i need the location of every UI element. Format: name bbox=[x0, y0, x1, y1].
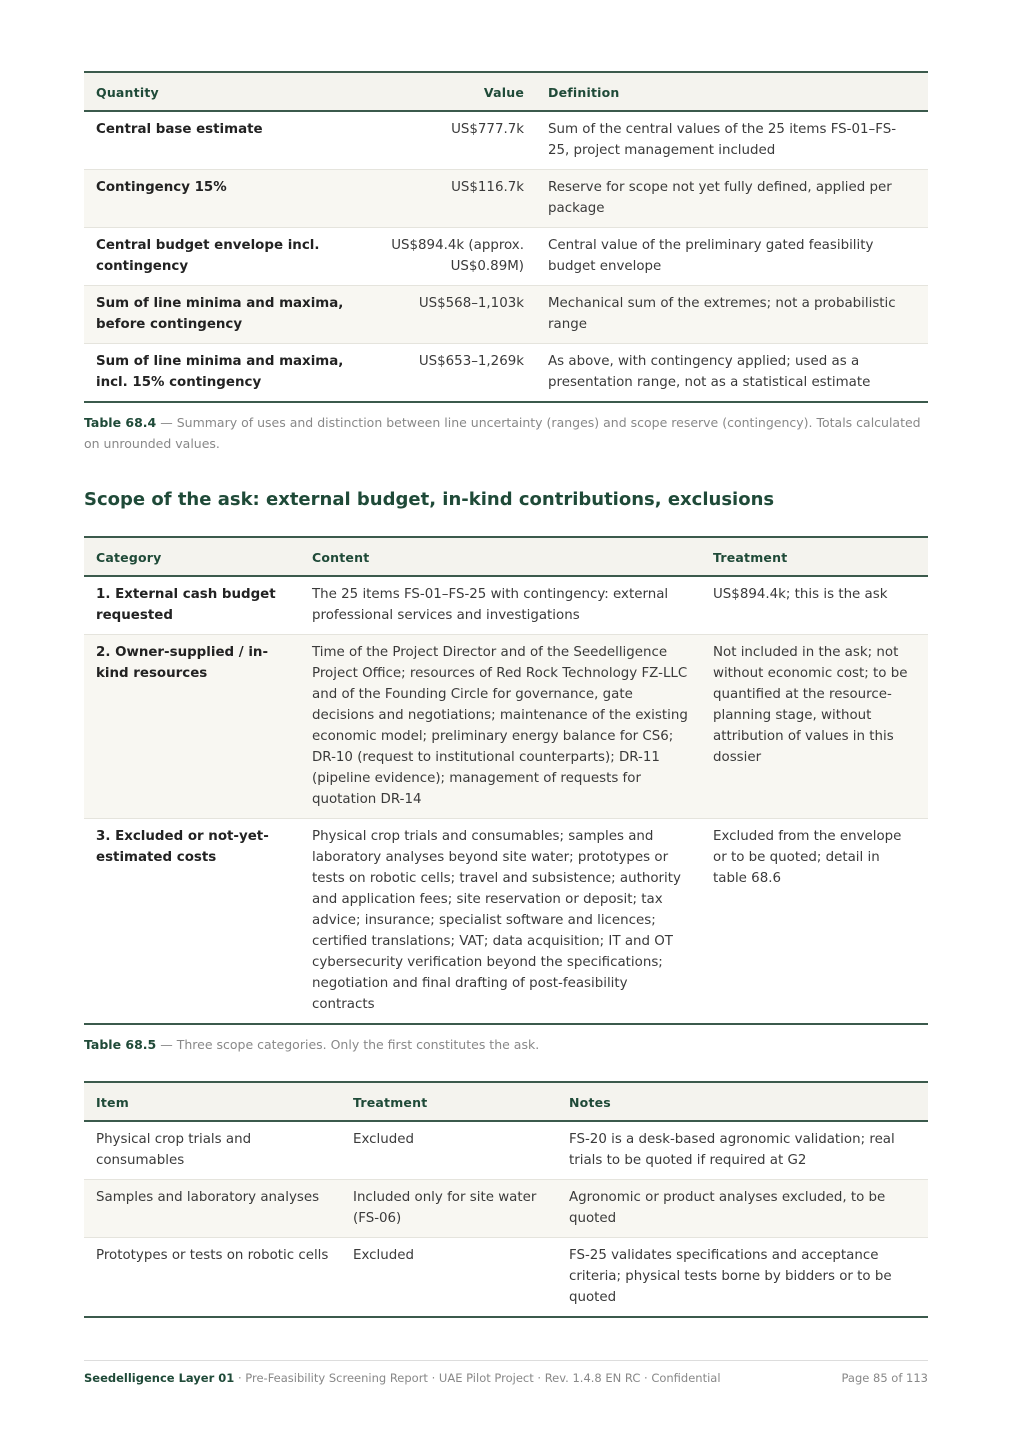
summary-table bbox=[84, 71, 928, 403]
quantity-cell: Sum of line minima and maxima, incl. 15% contingency bbox=[84, 344, 372, 403]
value-cell: US$894.4k (approx. US$0.89M) bbox=[372, 228, 536, 286]
value-cell: US$116.7k bbox=[372, 170, 536, 228]
quantity-cell: Central budget envelope incl. contingency bbox=[84, 228, 372, 286]
content-cell: The 25 items FS-01–FS-25 with contingency: external professional services and investigations bbox=[300, 576, 701, 635]
quantity-cell: Central base estimate bbox=[84, 111, 372, 170]
caption-label: Table 68.4 bbox=[84, 415, 157, 430]
caption-text: — Summary of uses and distinction between line uncertainty (ranges) and scope reserve (contingency). Totals calculated on unrounded values. bbox=[84, 415, 921, 451]
content-cell: Time of the Project Director and of the Seedelligence Project Office; resources of Red Rock Technology FZ-LLC and of the Founding Circle for governance, gate decisions and negotiations; maintenance of the existing economic model; preliminary energy balance for CS6; DR-10 (request to institutional counterparts); DR-11 (pipeline evidence); management of requests for quotation DR-14 bbox=[300, 635, 701, 819]
table-row bbox=[84, 286, 928, 344]
quantity-cell: Contingency 15% bbox=[84, 170, 372, 228]
category-cell: 2. Owner-supplied / in-kind resources bbox=[84, 635, 300, 819]
table-row bbox=[84, 111, 928, 170]
column-header-treatment: Treatment bbox=[701, 537, 928, 576]
page-number: Page 85 of 113 bbox=[841, 1371, 928, 1385]
content-cell: Physical crop trials and consumables; samples and laboratory analyses beyond site water; prototypes or tests on robotic cells; travel and subsistence; authority and application fees; site reservation or deposit; tax advice; insurance; specialist software and licences; certified translations; VAT; data acquisition; IT and OT cybersecurity verification beyond the specifications; negotiation and final drafting of post-feasibility contracts bbox=[300, 819, 701, 1025]
treatment-cell: Excluded bbox=[341, 1238, 557, 1318]
treatment-cell: Excluded from the envelope or to be quoted; detail in table 68.6 bbox=[701, 819, 928, 1025]
item-cell: Prototypes or tests on robotic cells bbox=[84, 1238, 341, 1318]
definition-cell: Reserve for scope not yet fully defined, applied per package bbox=[536, 170, 928, 228]
treatment-cell: Not included in the ask; not without economic cost; to be quantified at the resource-planning stage, without attribution of values in this dossier bbox=[701, 635, 928, 819]
table-header-row bbox=[84, 72, 928, 111]
table-row bbox=[84, 635, 928, 819]
value-cell: US$777.7k bbox=[372, 111, 536, 170]
item-cell: Physical crop trials and consumables bbox=[84, 1121, 341, 1180]
treatment-cell: Included only for site water (FS-06) bbox=[341, 1180, 557, 1238]
notes-cell: Agronomic or product analyses excluded, to be quoted bbox=[557, 1180, 928, 1238]
value-cell: US$568–1,103k bbox=[372, 286, 536, 344]
item-cell: Samples and laboratory analyses bbox=[84, 1180, 341, 1238]
table-caption bbox=[84, 1034, 928, 1055]
treatment-cell: Excluded bbox=[341, 1121, 557, 1180]
table-row bbox=[84, 576, 928, 635]
category-cell: 3. Excluded or not-yet-estimated costs bbox=[84, 819, 300, 1025]
caption-text: — Three scope categories. Only the first constitutes the ask. bbox=[156, 1037, 540, 1052]
exclusions-table bbox=[84, 1081, 928, 1318]
column-header-quantity: Quantity bbox=[84, 72, 372, 111]
column-header-treatment: Treatment bbox=[341, 1082, 557, 1121]
table-row bbox=[84, 819, 928, 1025]
quantity-cell: Sum of line minima and maxima, before contingency bbox=[84, 286, 372, 344]
caption-label: Table 68.5 bbox=[84, 1037, 157, 1052]
table-row bbox=[84, 1238, 928, 1318]
notes-cell: FS-25 validates specifications and acceptance criteria; physical tests borne by bidders or to be quoted bbox=[557, 1238, 928, 1318]
definition-cell: Mechanical sum of the extremes; not a probabilistic range bbox=[536, 286, 928, 344]
table-row bbox=[84, 170, 928, 228]
section-heading: Scope of the ask: external budget, in-kind contributions, exclusions bbox=[84, 489, 775, 510]
table-header-row bbox=[84, 537, 928, 576]
page-footer bbox=[84, 1360, 928, 1385]
scope-table bbox=[84, 536, 928, 1025]
table-row bbox=[84, 1121, 928, 1180]
definition-cell: Central value of the preliminary gated feasibility budget envelope bbox=[536, 228, 928, 286]
footer-meta: · Pre-Feasibility Screening Report · UAE Pilot Project · Rev. 1.4.8 EN RC · Confidential bbox=[234, 1371, 721, 1385]
definition-cell: As above, with contingency applied; used as a presentation range, not as a statistical estimate bbox=[536, 344, 928, 403]
column-header-value: Value bbox=[372, 72, 536, 111]
column-header-notes: Notes bbox=[557, 1082, 928, 1121]
value-cell: US$653–1,269k bbox=[372, 344, 536, 403]
column-header-definition: Definition bbox=[536, 72, 928, 111]
page-content bbox=[84, 71, 928, 1318]
footer-brand: Seedelligence Layer 01 bbox=[84, 1371, 235, 1385]
table-row bbox=[84, 344, 928, 403]
table-header-row bbox=[84, 1082, 928, 1121]
footer-left bbox=[84, 1371, 721, 1385]
table-row bbox=[84, 1180, 928, 1238]
definition-cell: Sum of the central values of the 25 items FS-01–FS-25, project management included bbox=[536, 111, 928, 170]
table-row bbox=[84, 228, 928, 286]
column-header-item: Item bbox=[84, 1082, 341, 1121]
column-header-content: Content bbox=[300, 537, 701, 576]
notes-cell: FS-20 is a desk-based agronomic validation; real trials to be quoted if required at G2 bbox=[557, 1121, 928, 1180]
table-caption bbox=[84, 412, 928, 454]
category-cell: 1. External cash budget requested bbox=[84, 576, 300, 635]
column-header-category: Category bbox=[84, 537, 300, 576]
treatment-cell: US$894.4k; this is the ask bbox=[701, 576, 928, 635]
